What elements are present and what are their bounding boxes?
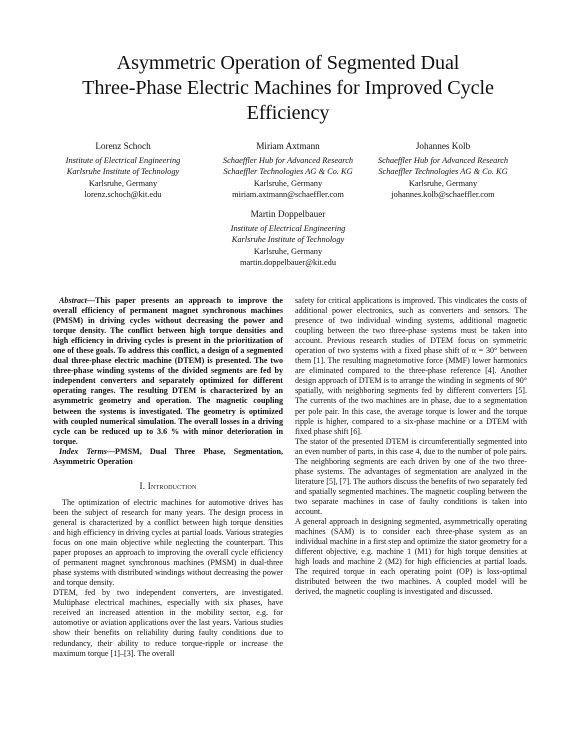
abstract-text: —This paper presents an approach to improve the overall efficiency of permanent magnet synchronous machines (PMSM) in driving cycles without decreasing the power and torque density. The conflict between high torque densities and high efficiency in driving cycles is present in the prioritization of one of these goals. To address this conflict, a design of a segmented dual three-phase electric machine (DTEM) is presented. The two three-phase winding systems of the divided segments are fed by independent converters and separately optimized for different operating ranges. The resulting DTEM is characterized by an asymmetric geometry and operation. The magnetic coupling between the systems is investigated. The geometry is optimized with coupled numerical simulation. The overall losses in a driving cycle can be reduced up to 3.6 % with minor deterioration in torque. [53, 296, 283, 446]
author-location: Karlsruhe, Germany [88, 178, 158, 188]
right-column [295, 296, 527, 597]
index-terms [53, 447, 283, 467]
author-email: lorenz.schoch@kit.edu [84, 189, 162, 199]
author-location: Karlsruhe, Germany [253, 178, 323, 188]
author-affiliation: Institute of Electrical Engineering [230, 224, 346, 234]
title-line: Asymmetric Operation of Segmented Dual [116, 52, 460, 74]
paragraph: A general approach in designing segmented, asymmetrically operating machines (SAM) is to consider each three-phase system as an individual machine in a first step and optimize the stator geometry for a different objective, e.g. machine 1 (M1) for high torque densities at high loads and machine 2 (M2) for high efficiencies at partial loads. The required torque in each operating point (OP) is loss-optimal distributed between the two machines. A coupled model will be derived, the magnetic coupling is investigated and discussed. [295, 517, 527, 597]
author-email: miriam.axtmann@schaeffler.com [232, 189, 344, 199]
paragraph: The optimization of electric machines for automotive drives has been the subject of research for many years. The design process in general is characterized by a conflict between high torque densities and high efficiency in driving cycles at partial loads. Various strategies focus on one main objective while neglecting the counterpart. This paper proposes an approach to improving the overall cycle efficiency of permanent magnet synchronous machines (PMSM) in dual-three phase systems with distributed windings without decreasing the power and torque density. [53, 497, 283, 588]
title-line: Efficiency [246, 102, 330, 124]
paper-title [60, 51, 516, 126]
left-column [53, 296, 283, 659]
author-block [55, 141, 191, 200]
author-location: Karlsruhe, Germany [253, 246, 323, 256]
author-name: Miriam Axtmann [256, 141, 320, 151]
author-block [358, 141, 528, 200]
index-terms-text: —PMSM, Dual Three Phase, Segmentation, Asymmetric Operation [53, 446, 283, 466]
paragraph: DTEM, fed by two independent converters, are investigated. Multiphase electrical machines, especially with six phases, have received an increased attention in the mobility sector, e.g. for automotive or aviation applications over the last years. Various studies show their benefits on reliability during faulty conditions due to redundancy, their ability to reduce torque-ripple or increase the maximum torque [1]–[3]. The overall [53, 588, 283, 658]
author-location: Karlsruhe, Germany [408, 178, 478, 188]
abstract-label: Abstract [59, 296, 87, 305]
author-affiliation: Institute of Electrical Engineering [65, 156, 181, 166]
author-name: Johannes Kolb [415, 141, 471, 151]
author-email: johannes.kolb@schaeffler.com [391, 189, 495, 199]
section-heading: I. Introduction [139, 480, 197, 491]
author-block [200, 141, 376, 200]
author-affiliation: Karlsruhe Institute of Technology [231, 235, 345, 245]
author-name: Lorenz Schoch [95, 141, 151, 151]
author-affiliation: Schaeffler Technologies AG & Co. KG [378, 167, 508, 177]
author-affiliation: Schaeffler Technologies AG & Co. KG [223, 167, 353, 177]
title-line: Three-Phase Electric Machines for Improved Cycle [82, 77, 494, 99]
author-name: Martin Doppelbauer [250, 209, 326, 219]
paragraph: The stator of the presented DTEM is circumferentially segmented into an even number of parts, in this case 4, due to the number of pole pairs. The neighboring segments are each driven by one of the two three-phase systems. The advantages of segmentation are analyzed in the literature [5], [7]. The authors discuss the benefits of two separately fed and spatially segmented machines. The magnetic coupling between the two separate machines in case of faulty conditions is taken into account. [295, 436, 527, 516]
paragraph: safety for critical applications is improved. This vindicates the costs of additional power electronics, such as converters and sensors. The presence of two individual winding systems, additional magnetic coupling between the two three-phase systems must be taken into account. Previous research studies of DTEM focus on symmetric operation of two systems with a fixed phase shift of α = 30° between them [1]. The resulting magnetomotive force (MMF) lower harmonics are eliminated compared to the three-phase reference [4]. Another design approach of DTEM is to arrange the winding in segments of 90° spatially, with neighboring segments fed by different converters [5]. The currents of the two machines are in phase, due to a segmentation per pole pair. In this case, the average torque is lower and the torque ripple is higher, compared to a six-phase machine or a DTEM with fixed phase shift [6]. [295, 296, 527, 436]
index-terms-label: Index Terms [59, 446, 107, 456]
author-affiliation: Karlsruhe Institute of Technology [66, 167, 180, 177]
author-block [205, 209, 371, 268]
author-affiliation: Schaeffler Hub for Advanced Research [222, 156, 354, 166]
abstract [53, 296, 283, 447]
author-email: martin.doppelbauer@kit.edu [239, 257, 337, 267]
author-affiliation: Schaeffler Hub for Advanced Research [377, 156, 509, 166]
